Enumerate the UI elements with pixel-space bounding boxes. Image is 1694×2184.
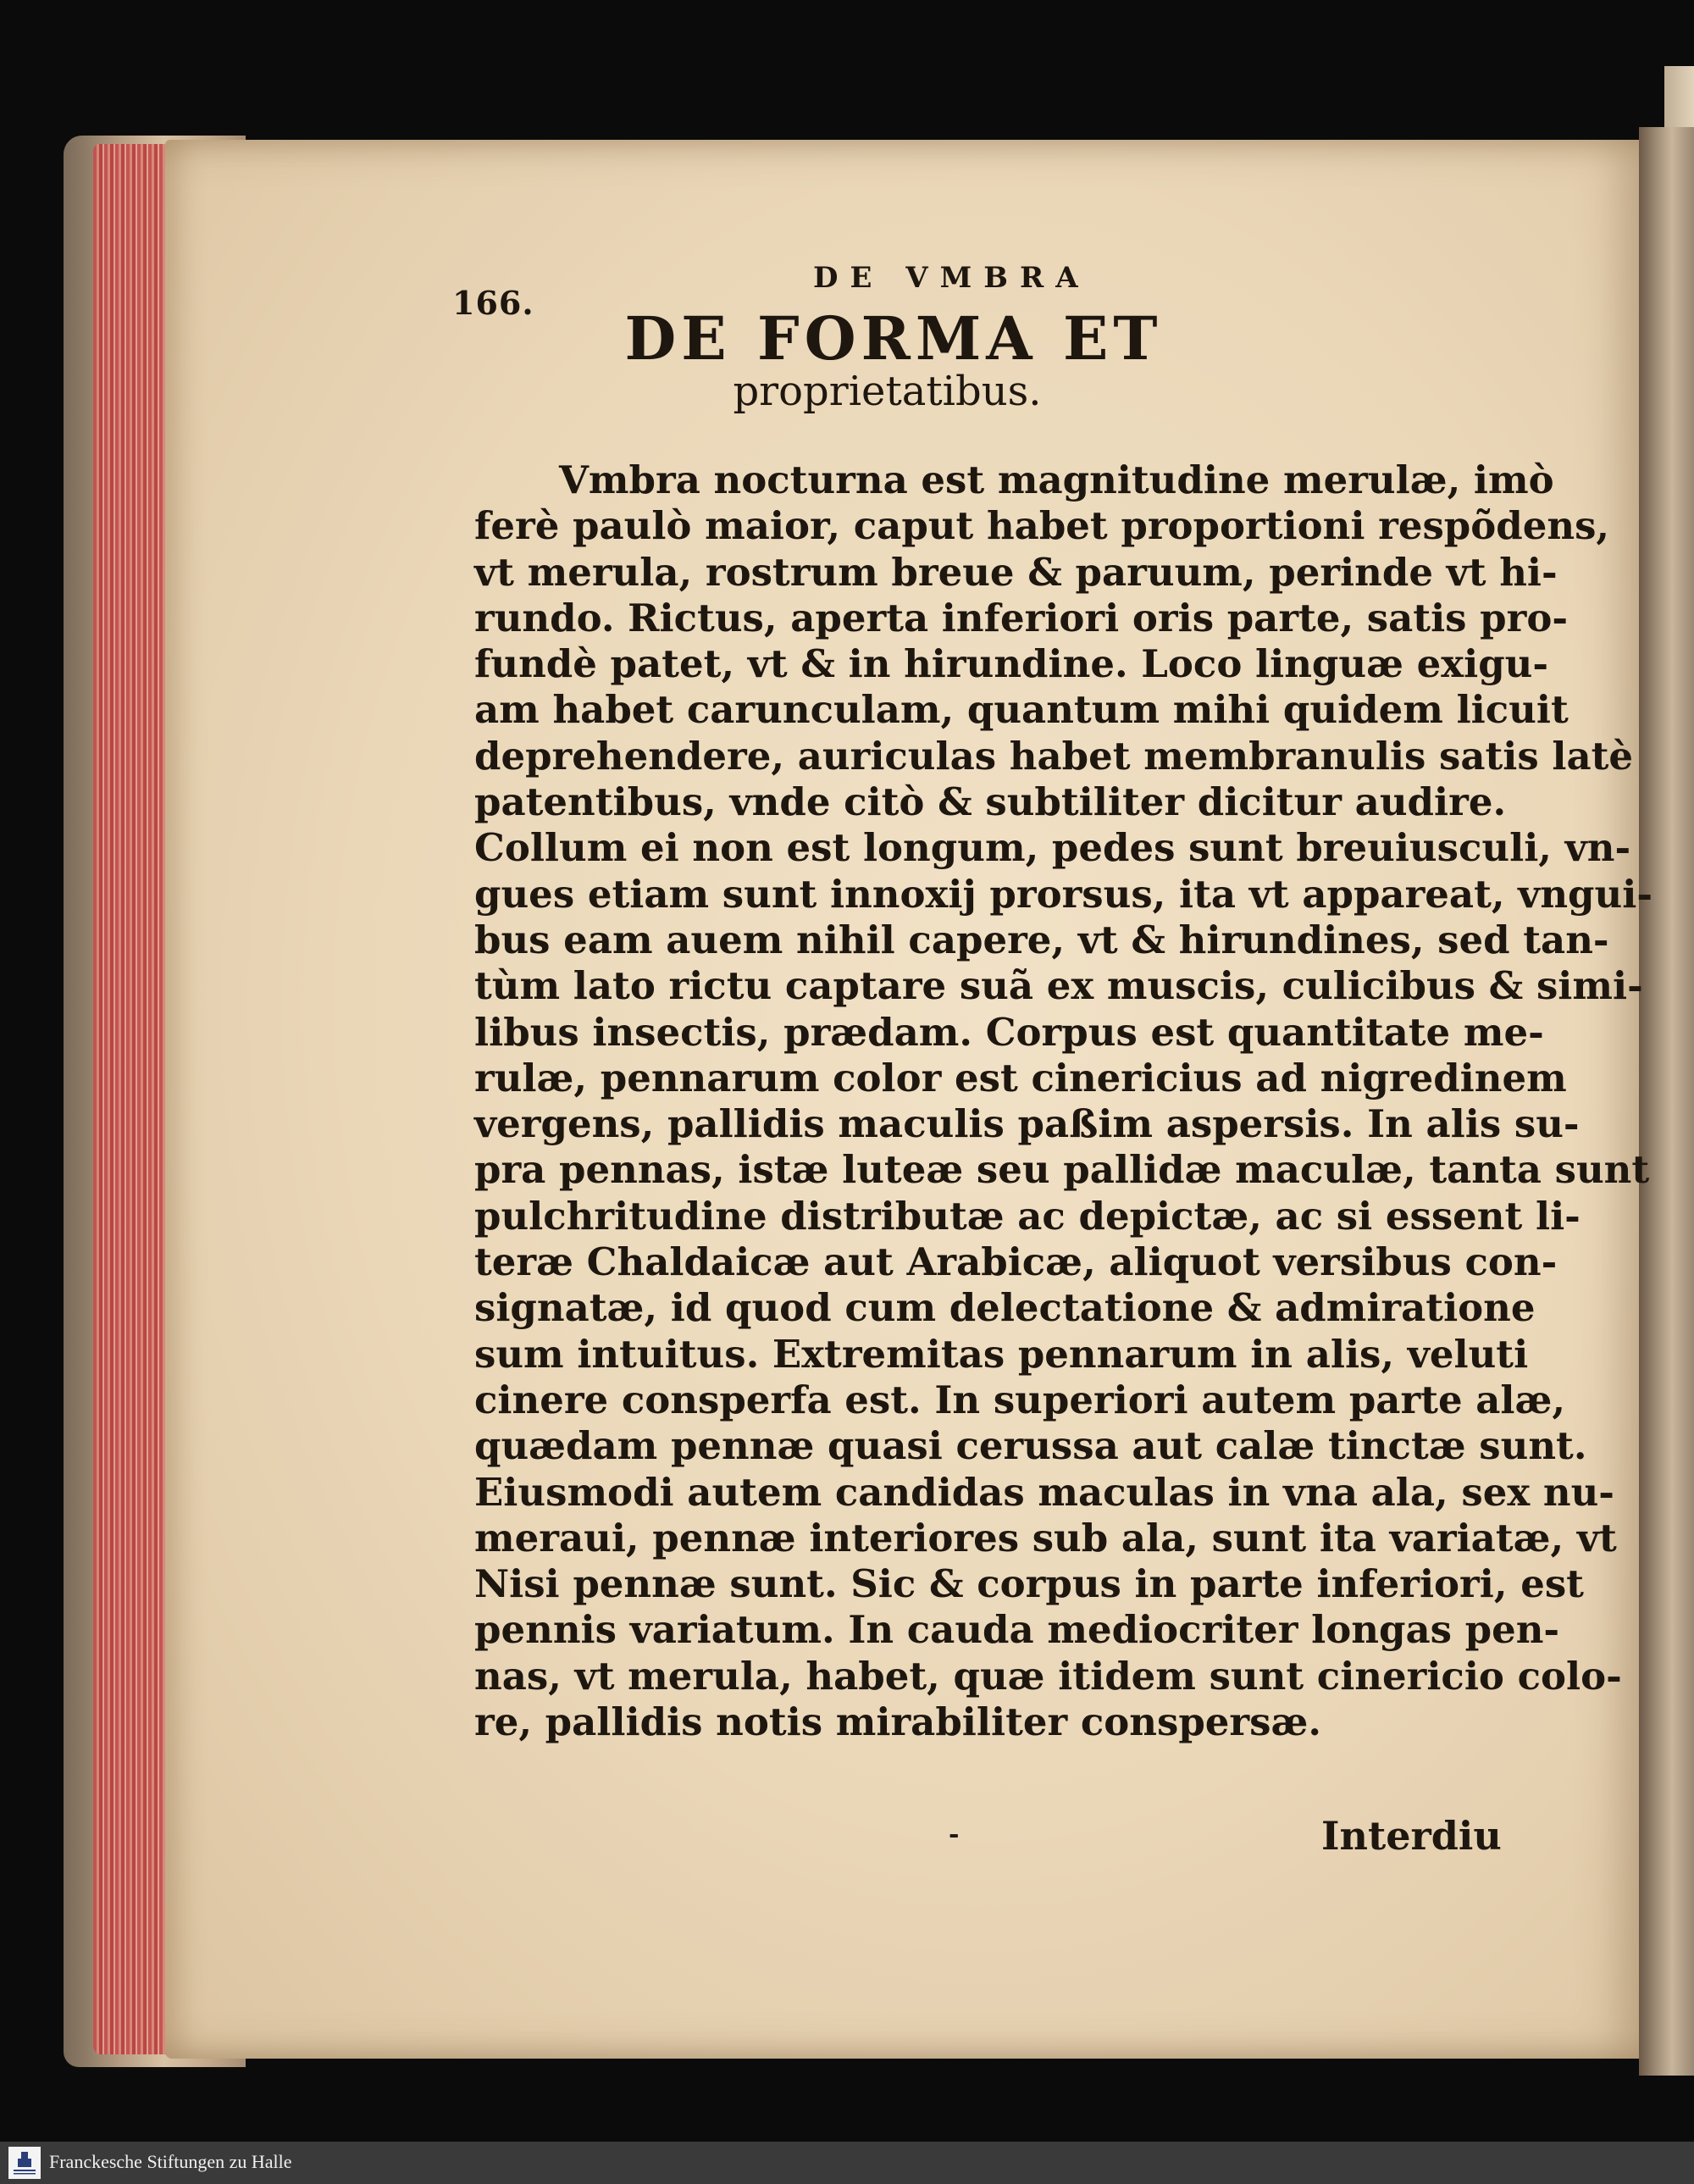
institution-logo-icon — [8, 2147, 41, 2179]
text-line: fundè patet, vt & in hirundine. Loco linguæ exigu- — [474, 641, 1549, 687]
text-line: vt merula, rostrum breue & paruum, perinde vt hi- — [474, 549, 1558, 595]
text-line: teræ Chaldaicæ aut Arabicæ, aliquot versibus con- — [474, 1239, 1558, 1285]
institution-name: Franckesche Stiftungen zu Halle — [49, 2151, 292, 2172]
text-line: sum intuitus. Extremitas pennarum in alis, veluti — [474, 1331, 1529, 1377]
text-line: patentibus, vnde citò & subtiliter dicitur audire. — [474, 779, 1507, 825]
page-number: 166. — [452, 284, 534, 322]
text-line: signatæ, id quod cum delectatione & admiratione — [474, 1285, 1536, 1331]
text-line: Eiusmodi autem candidas maculas in vna ala, sex nu- — [474, 1469, 1614, 1515]
text-line: tùm lato rictu captare suã ex muscis, culicibus & simi- — [474, 963, 1643, 1009]
chapter-subtitle: proprietatibus. — [733, 368, 1042, 415]
text-line: Vmbra nocturna est magnitudine merulæ, imò — [559, 457, 1554, 502]
body-paragraph — [474, 457, 1653, 1745]
text-line: am habet carunculam, quantum mihi quidem licuit — [474, 687, 1569, 733]
chapter-title: DE FORMA ET — [624, 303, 1163, 374]
text-line: vergens, pallidis maculis paßim aspersis. In alis su- — [474, 1101, 1580, 1147]
text-line: bus eam auem nihil capere, vt & hirundines, sed tan- — [474, 917, 1609, 962]
text-line: Collum ei non est longum, pedes sunt breuiusculi, vn- — [474, 825, 1631, 871]
text-line: ferè paulò maior, caput habet proportioni respõdens, — [474, 503, 1610, 549]
text-line: pennis variatum. In cauda mediocriter longas pen- — [474, 1607, 1560, 1653]
text-line: deprehendere, auriculas habet membranulis satis latè — [474, 733, 1634, 779]
text-line: quædam pennæ quasi cerussa aut calæ tinctæ sunt. — [474, 1423, 1587, 1469]
text-line: rundo. Rictus, aperta inferiori oris parte, satis pro- — [474, 595, 1569, 640]
text-line: rulæ, pennarum color est cinericius ad nigredinem — [474, 1055, 1567, 1100]
text-line: gues etiam sunt innoxij prorsus, ita vt appareat, vngui- — [474, 871, 1653, 917]
signature-mark: - — [949, 1820, 960, 1849]
text-line: libus insectis, prædam. Corpus est quantitate me- — [474, 1009, 1544, 1055]
text-line: pulchritudine distributæ ac depictæ, ac si essent li- — [474, 1193, 1581, 1239]
catchword: Interdiu — [1321, 1813, 1502, 1859]
text-line: re, pallidis notis mirabiliter conspersæ. — [474, 1699, 1322, 1745]
running-head: DE VMBRA — [813, 261, 1090, 295]
text-line: nas, vt merula, habet, quæ itidem sunt cinericio colo- — [474, 1653, 1622, 1699]
text-line: pra pennas, istæ luteæ seu pallidæ maculæ, tanta sunt — [474, 1147, 1650, 1193]
text-line: cinere consperfa est. In superiori autem parte alæ, — [474, 1377, 1566, 1422]
text-line: meraui, pennæ interiores sub ala, sunt ita variatæ, vt — [474, 1515, 1617, 1560]
text-line: Nisi pennæ sunt. Sic & corpus in parte inferiori, est — [474, 1561, 1584, 1607]
footer-bar — [0, 2142, 1694, 2184]
